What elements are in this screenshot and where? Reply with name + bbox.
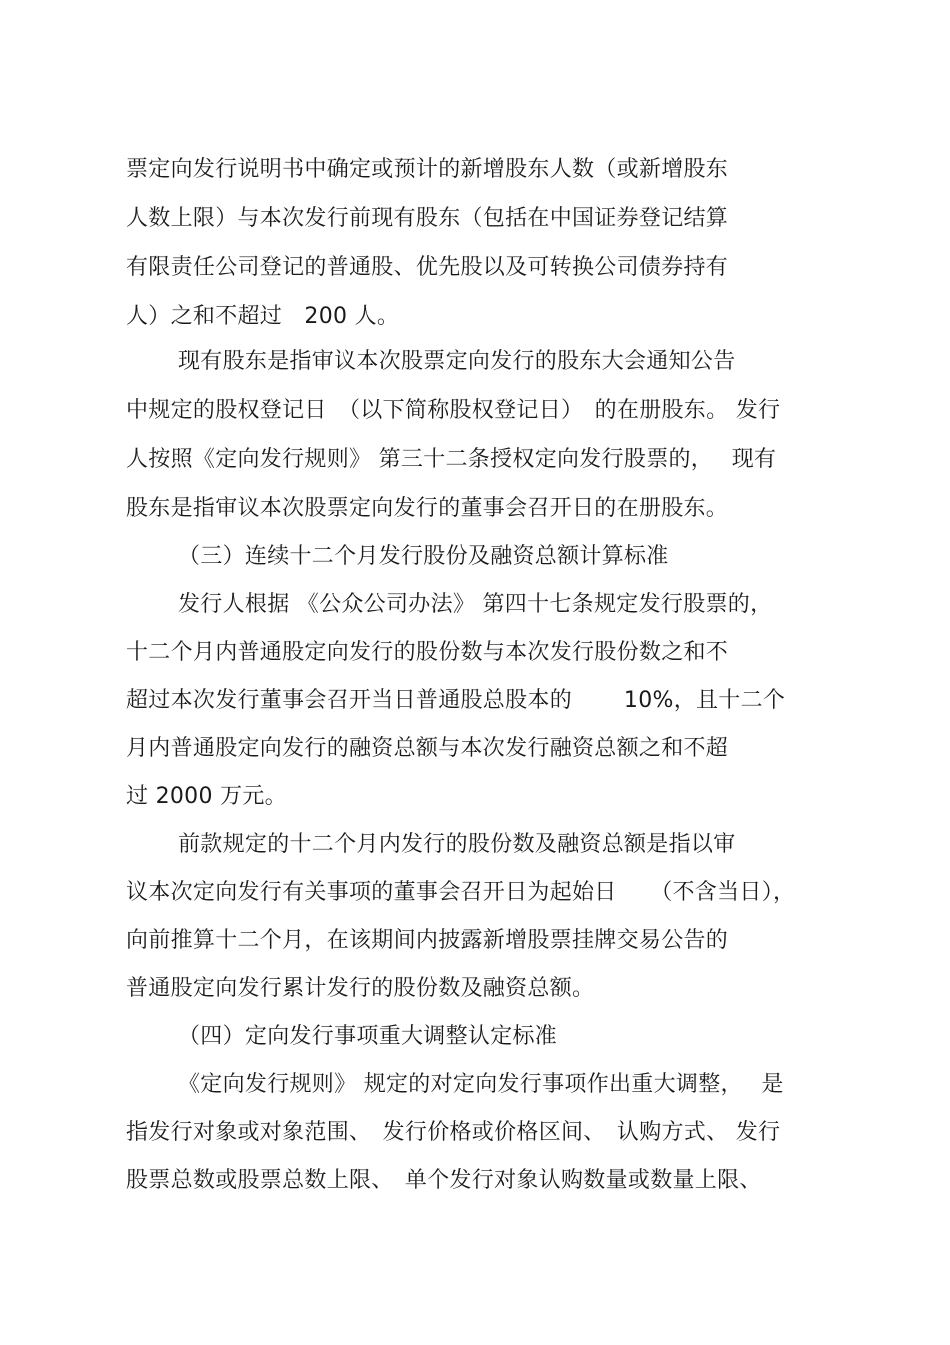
text-line-2: 人数上限）与本次发行前现有股东（包括在中国证券登记结算 (126, 206, 729, 231)
text-line-16: 议本次定向发行有关事项的董事会召开日为起始日 （不含当日）， (126, 880, 796, 905)
text-line-12: 超过本次发行董事会召开当日普通股总股本的 10%，且十二个 (126, 688, 786, 713)
text-line-3: 有限责任公司登记的普通股、优先股以及可转换公司债券持有 (126, 255, 729, 280)
text-line-14: 过 2000 万元。 (126, 784, 287, 809)
text-line-21: 指发行对象或对象范围、 发行价格或价格区间、 认购方式、 发行 (126, 1120, 781, 1145)
text-line-15: 前款规定的十二个月内发行的股份数及融资总额是指以审 (178, 832, 736, 857)
text-line-4: 人）之和不超过 200 人。 (126, 304, 400, 329)
text-line-5: 现有股东是指审议本次股票定向发行的股东大会通知公告 (178, 349, 736, 374)
text-line-13: 月内普通股定向发行的融资总额与本次发行融资总额之和不超 (126, 736, 729, 761)
section-heading-3: （三）连续十二个月发行股份及融资总额计算标准 (178, 544, 669, 569)
text-line-18: 普通股定向发行累计发行的股份数及融资总额。 (126, 976, 595, 1001)
text-line-17: 向前推算十二个月，在该期间内披露新增股票挂牌交易公告的 (126, 928, 729, 953)
text-line-22: 股票总数或股票总数上限、 单个发行对象认购数量或数量上限、 (126, 1168, 762, 1193)
text-line-10: 发行人根据 《公众公司办法》 第四十七条规定发行股票的， (178, 592, 773, 617)
text-line-1: 票定向发行说明书中确定或预计的新增股东人数（或新增股东 (126, 157, 729, 182)
section-heading-4: （四）定向发行事项重大调整认定标准 (178, 1024, 558, 1049)
text-line-11: 十二个月内普通股定向发行的股份数与本次发行股份数之和不 (126, 640, 729, 665)
text-line-8: 股东是指审议本次股票定向发行的董事会召开日的在册股东。 (126, 496, 729, 521)
text-line-6: 中规定的股权登记日 （以下简称股权登记日） 的在册股东。 发行 (126, 398, 781, 423)
text-line-20: 《定向发行规则》 规定的对定向发行事项作出重大调整， 是 (178, 1072, 784, 1097)
text-line-7: 人按照《定向发行规则》 第三十二条授权定向发行股票的， 现有 (126, 447, 777, 472)
